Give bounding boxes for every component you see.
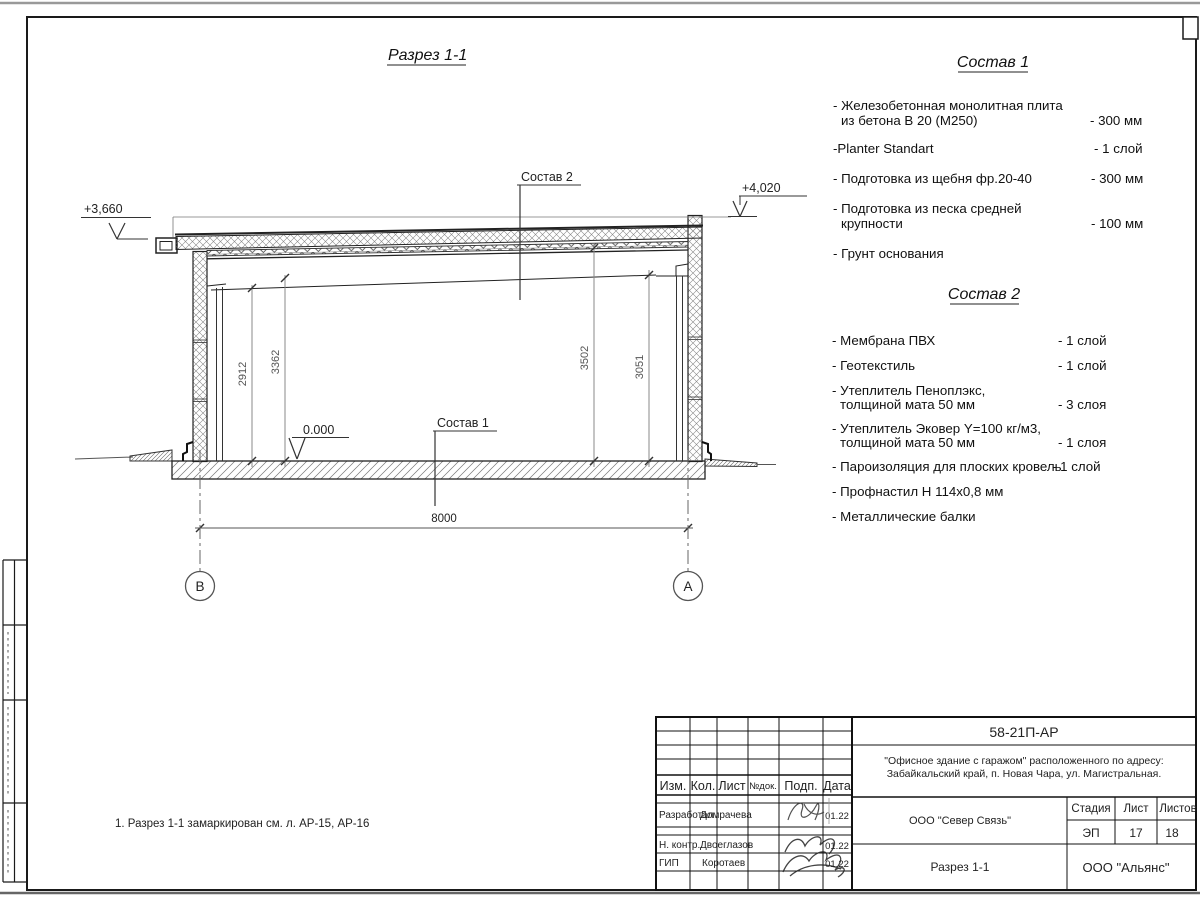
row-role: Н. контр.	[659, 840, 701, 851]
list-item-value: - 300 мм	[1091, 171, 1144, 186]
beam-bottom-line	[211, 275, 656, 290]
list-item: - Металлические балки	[832, 509, 976, 524]
axis-letter-right: А	[683, 579, 693, 594]
sheet-value: 17	[1129, 826, 1143, 840]
level-right-value: +4,020	[742, 181, 781, 195]
sheet-note: 1. Разрез 1-1 замаркирован см. л. АР-15, АР-16	[115, 818, 370, 830]
list-item: - Подготовка из щебня фр.20-40	[833, 171, 1032, 186]
list-item: крупности	[841, 216, 903, 231]
column-right	[677, 276, 683, 461]
company: ООО "Альянс"	[1082, 860, 1170, 875]
apron-right	[705, 459, 757, 467]
list-item-value: - 3 слоя	[1058, 397, 1107, 412]
dim-3502: 3502	[579, 345, 591, 371]
list-item-value: - 1 слой	[1052, 459, 1101, 474]
col-podp: Подп.	[784, 779, 818, 793]
row-name: Домрачева	[700, 810, 752, 821]
list-item-value: - 1 слоя	[1058, 435, 1107, 450]
side-stamp	[3, 560, 27, 882]
row-date: 01.22	[825, 859, 849, 870]
project-line2: Забайкальский край, п. Новая Чара, ул. Магистральная.	[886, 768, 1162, 780]
dim-3362: 3362	[270, 349, 282, 375]
row-date: 01.22	[825, 841, 849, 852]
stage-value: ЭП	[1082, 826, 1100, 840]
column-left	[217, 287, 223, 461]
sostav2-list	[832, 286, 1107, 524]
list-item-value: - 1 слой	[1094, 141, 1143, 156]
doc-number: 58-21П-АР	[989, 724, 1059, 740]
list-item: - Утеплитель Эковер Y=100 кг/м3,	[832, 421, 1041, 436]
project-line1: "Офисное здание с гаражом" расположенного по адресу:	[884, 755, 1164, 767]
sheet-label: Лист	[1123, 803, 1149, 815]
section-view	[75, 216, 776, 480]
eaves-box-inner	[160, 242, 172, 251]
haunch-right	[676, 264, 688, 276]
axis-letter-left: В	[195, 579, 205, 594]
list-item: -Planter Standart	[833, 141, 934, 156]
title-block	[656, 717, 1197, 890]
sostav2-callout: Состав 2	[521, 170, 573, 184]
list-item: толщиной мата 50 мм	[840, 397, 976, 412]
list-item: - Железобетонная монолитная плита	[833, 98, 1063, 113]
list-item: - Подготовка из песка средней	[833, 201, 1022, 216]
list-item-value: - 300 мм	[1090, 113, 1143, 128]
dimension-ticks	[196, 244, 692, 532]
elevation-mark-floor	[289, 438, 349, 460]
leaders	[433, 170, 581, 506]
list-item: из бетона В 20 (М250)	[841, 113, 978, 128]
sostav1-list	[833, 54, 1143, 261]
base-flashing-left	[183, 442, 193, 461]
sheets-value: 18	[1165, 826, 1179, 840]
list-item-value: - 1 слой	[1058, 333, 1107, 348]
apron-left	[130, 450, 172, 461]
dim-2912: 2912	[237, 361, 249, 387]
row-name: Двоеглазов	[700, 840, 754, 851]
row-date: 01.22	[825, 811, 849, 822]
list-item: толщиной мата 50 мм	[840, 435, 976, 450]
ground-line-left	[75, 457, 133, 459]
list-item-value: - 1 слой	[1058, 358, 1107, 373]
col-izm: Изм.	[659, 779, 687, 793]
col-data: Дата	[823, 779, 851, 793]
wall-left	[193, 252, 207, 462]
row-name: Коротаев	[702, 858, 746, 869]
customer: ООО "Север Связь"	[908, 815, 1012, 827]
row-role: Разработал	[659, 810, 714, 821]
col-ndok: №док.	[749, 781, 777, 792]
list-item: - Профнастил Н 114х0,8 мм	[832, 484, 1004, 499]
list-item: - Грунт основания	[833, 246, 944, 261]
list-item: - Пароизоляция для плоских кровель	[832, 459, 1062, 474]
elevation-mark-left	[81, 218, 151, 240]
row-role: ГИП	[659, 858, 679, 869]
col-kol: Кол.	[690, 779, 716, 793]
sostav1-title: Состав 1	[956, 54, 1030, 71]
sostav1-callout: Состав 1	[437, 416, 489, 430]
sostav2-title: Состав 2	[947, 286, 1021, 303]
sheets-label: Листов	[1159, 803, 1197, 815]
corner-box	[1183, 17, 1198, 39]
dimension-lines	[195, 244, 693, 528]
list-item: - Утеплитель Пеноплэкс,	[832, 383, 986, 398]
stage-label: Стадия	[1071, 803, 1111, 815]
level-floor-value: 0.000	[303, 423, 335, 437]
elevation-mark-right	[728, 196, 807, 217]
sheet-name: Разрез 1-1	[930, 860, 990, 874]
wall-right	[688, 216, 702, 462]
dim-3051: 3051	[634, 354, 646, 380]
haunch-left	[207, 284, 226, 286]
base-flashing-right	[702, 442, 711, 461]
col-list: Лист	[718, 779, 746, 793]
list-item: - Мембрана ПВХ	[832, 333, 936, 348]
list-item-value: - 100 мм	[1091, 216, 1144, 231]
section-title: Разрез 1-1	[388, 47, 468, 64]
level-left-value: +3,660	[84, 202, 123, 216]
dim-span: 8000	[431, 513, 457, 525]
list-item: - Геотекстиль	[832, 358, 916, 373]
